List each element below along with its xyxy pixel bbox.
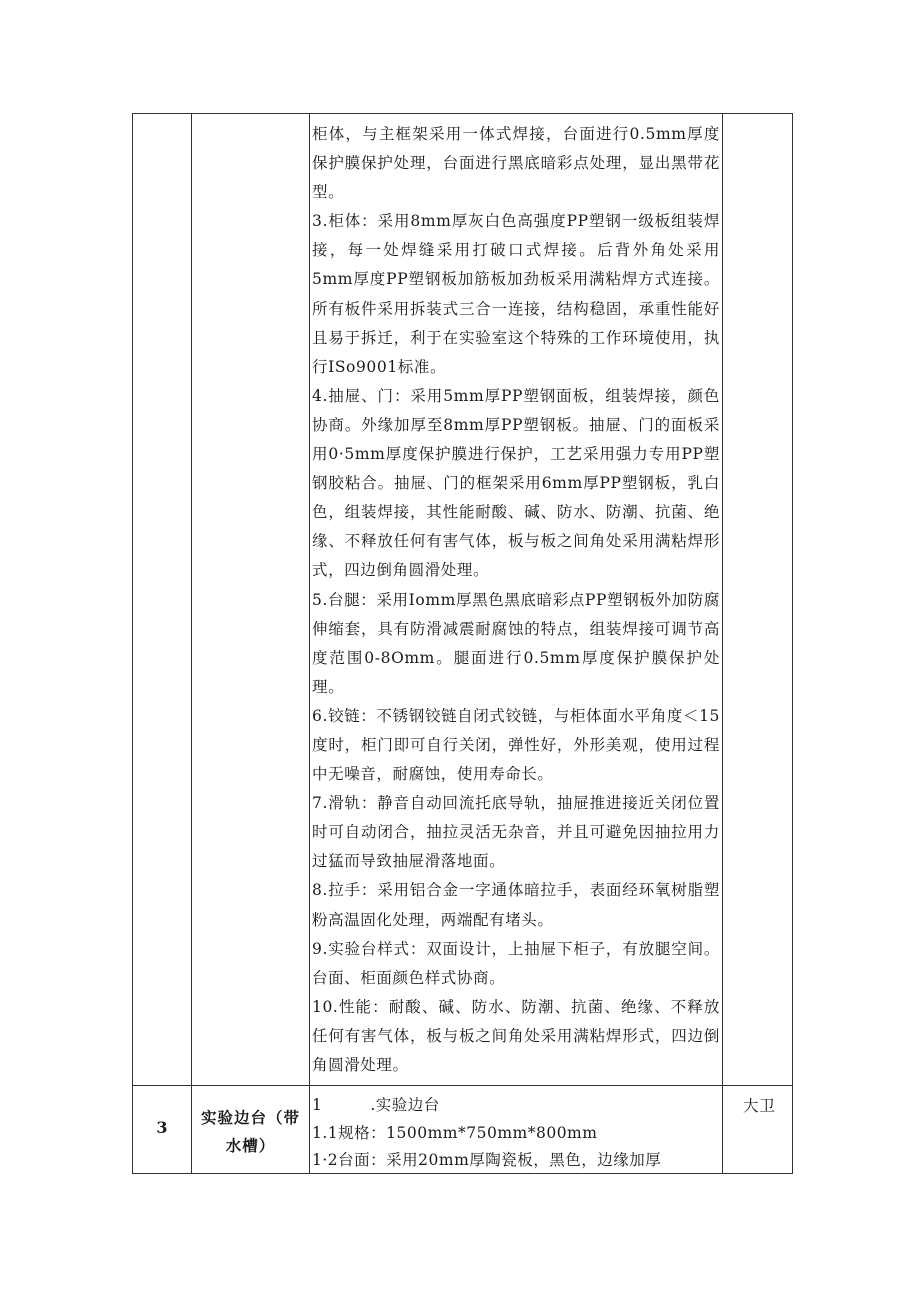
spec-heading-text: .实验边台	[370, 1096, 440, 1114]
spec-paragraph-5: 6.铰链：不锈钢铰链自闭式铰链，与柜体面水平角度＜15度时，柜门即可自行关闭，弹性好，外形美观，使用过程中无噪音，耐腐蚀，使用寿命长。	[312, 706, 720, 784]
spec-paragraph-2: 3.柜体：采用8mm厚灰白色高强度PP塑钢一级板组装焊接，每一处焊缝采用打破口式焊接。后背外角处采用5mm厚度PP塑钢板加筋板加劲板采用满粘焊方式连接。所有板件采用拆装式三合一连接，结构稳固，承重性能好且易于拆迁，利于在实验室这个特殊的工作环境使用，执行ISo9001标准。	[312, 212, 720, 376]
spec-paragraph-6: 7.滑轨：静音自动回流托底导轨，抽屉推进接近关闭位置时可自动闭合，抽拉灵活无杂音，并且可避免因抽拉用力过猛而导致抽屉滑落地面。	[312, 794, 720, 871]
item-name-line-1: 实验边台（带	[200, 1108, 300, 1127]
spec-paragraph-1: 柜体，与主框架采用一体式焊接，台面进行0.5mm厚度保护膜保护处理，台面进行黑底暗彩点处理，显出黑带花型。	[312, 125, 720, 202]
spec-paragraph-8: 9.实验台样式：双面设计，上抽屉下柜子，有放腿空间。台面、柜面颜色样式协商。	[312, 939, 720, 987]
spec-heading-number: 1	[312, 1096, 323, 1114]
column-divider-2	[309, 114, 310, 1173]
spec-heading	[312, 1092, 722, 1120]
spec-paragraph-7: 8.拉手：采用铝合金一字通体暗拉手，表面经环氧树脂塑粉高温固化处理，两端配有堵头。	[312, 881, 720, 929]
row-number: 3	[156, 1118, 168, 1137]
spec-top-line: 1·2台面：采用20mm厚陶瓷板，黑色，边缘加厚	[312, 1151, 662, 1169]
continued-spec-cell	[312, 120, 720, 1080]
spec-paragraph-4: 5.台腿：采用Iomm厚黑色黑底暗彩点PP塑钢板外加防腐伸缩套，具有防滑减震耐腐蚀的特点，组装焊接可调节高度范围0-8Omm。腿面进行0.5mm厚度保护膜保护处理。	[312, 590, 720, 696]
spec-paragraph-9: 10.性能：耐酸、碱、防水、防潮、抗菌、绝缘、不释放任何有害气体，板与板之间角处采用满粘焊形式，四边倒角圆滑处理。	[312, 997, 720, 1074]
column-divider-3	[722, 114, 723, 1173]
spec-table	[132, 113, 793, 1174]
spec-size-line: 1.1规格：1500mm*750mm*800mm	[312, 1123, 598, 1142]
brand-cell: 大卫	[743, 1097, 777, 1115]
row-divider	[133, 1085, 792, 1086]
item-name-cell	[191, 1104, 310, 1160]
item-spec-cell	[312, 1092, 722, 1175]
spec-paragraph-3: 4.抽屉、门：采用5mm厚PP塑钢面板，组装焊接，颜色协商。外缘加厚至8mm厚PP塑钢板。抽屉、门的面板采用0·5mm厚度保护膜进行保护，工艺采用强力专用PP塑钢胶粘合。抽屉、门的框架采用6mm厚PP塑钢板，乳白色，组装焊接，其性能耐酸、碱、防水、防潮、抗菌、绝缘、不释放任何有害气体，板与板之间角处采用满粘焊形式，四边倒角圆滑处理。	[312, 386, 720, 580]
column-divider-1	[191, 114, 192, 1173]
item-name-line-2: 水槽）	[225, 1136, 276, 1155]
